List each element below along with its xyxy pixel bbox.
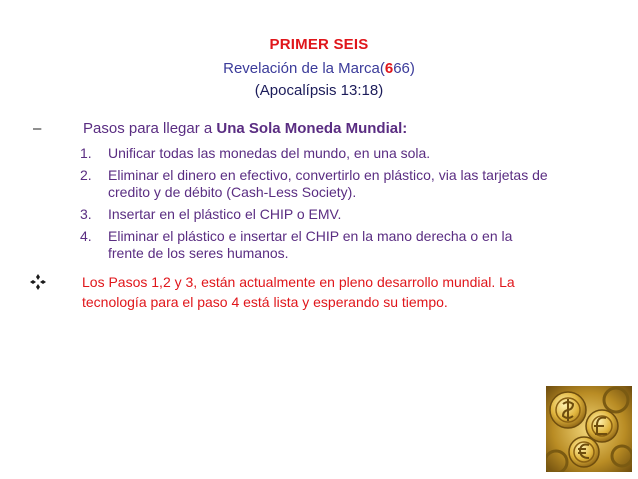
- subtitle-prefix: Revelación de la Marca(: [223, 60, 385, 77]
- step-text: Eliminar el dinero en efectivo, convertirlo en plástico, via las tarjetas de credito y de débito (Cash-Less Society).: [108, 167, 548, 200]
- step-number: 4.: [80, 228, 92, 244]
- subtitle-suffix: 66): [393, 60, 415, 77]
- slide-subtitle: [0, 60, 638, 77]
- list-item: [80, 167, 550, 201]
- scripture-reference: (Apocalípsis 13:18): [254, 82, 384, 99]
- step-number: 3.: [80, 206, 92, 222]
- step-number: 2.: [80, 167, 92, 183]
- slide-title: PRIMER SEIS: [269, 36, 369, 53]
- lead-prefix: Pasos para llegar a: [83, 120, 217, 137]
- step-text: Insertar en el plástico el CHIP o EMV.: [108, 206, 342, 222]
- subtitle-highlight: 6: [384, 60, 394, 77]
- list-item: [80, 228, 550, 262]
- steps-list: [80, 145, 550, 267]
- coins-graphic: [546, 386, 632, 472]
- step-number: 1.: [80, 145, 92, 161]
- lead-text: [83, 120, 407, 137]
- step-text: Eliminar el plástico e insertar el CHIP en la mano derecha o en la frente de los seres humanos.: [108, 228, 513, 261]
- list-item: [80, 206, 550, 223]
- dash-bullet: –: [33, 120, 42, 137]
- note-text: Los Pasos 1,2 y 3, están actualmente en pleno desarrollo mundial. La tecnología para el paso 4 está lista y esperando su tiempo.: [82, 274, 515, 310]
- step-text: Unificar todas las monedas del mundo, en una sola.: [108, 145, 431, 161]
- lead-bold: Una Sola Moneda Mundial:: [216, 120, 408, 137]
- diamond-bullet-icon: [30, 274, 46, 290]
- gold-coins-gears-image: [546, 386, 632, 472]
- list-item: [80, 145, 550, 162]
